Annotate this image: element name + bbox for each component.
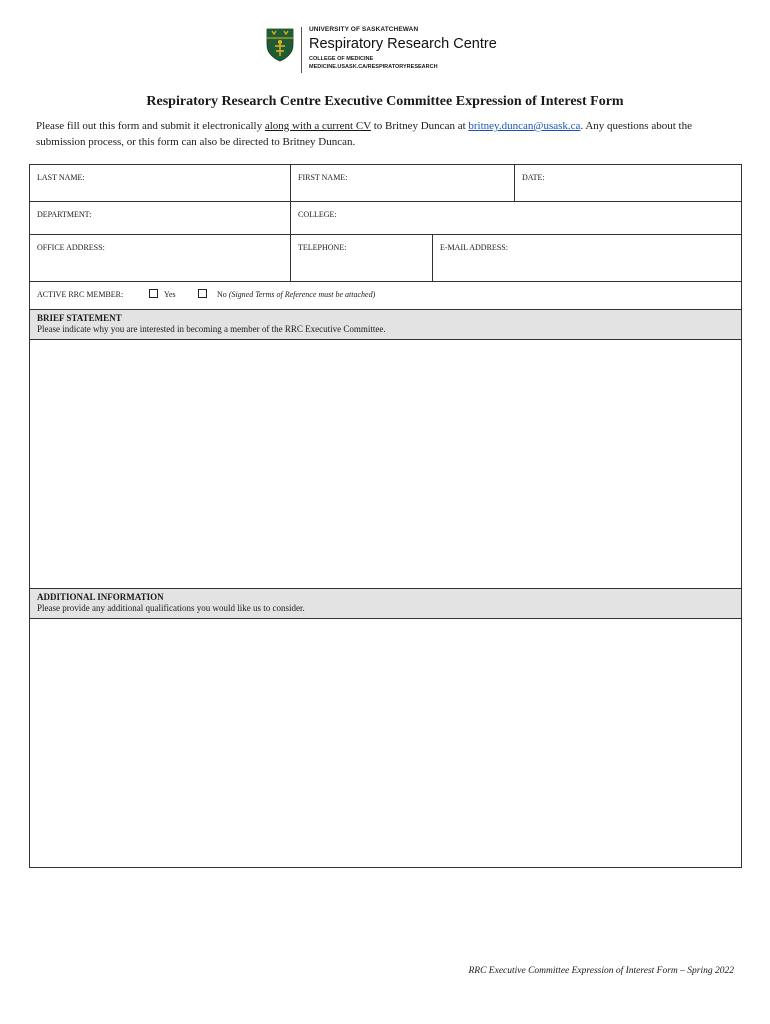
intro-text-3: . Any questions about the submission process, or this form can also be directed to Britney Duncan. — [36, 120, 692, 148]
additional-info-title: ADDITIONAL INFORMATION — [37, 592, 164, 602]
letterhead-divider — [301, 27, 302, 73]
office-address-field[interactable] — [29, 234, 291, 282]
no-option-label — [217, 290, 375, 299]
additional-info-header — [29, 588, 742, 619]
university-name: UNIVERSITY OF SASKATCHEWAN — [309, 26, 419, 33]
brief-statement-instructions: Please indicate why you are interested in becoming a member of the RRC Executive Committee. — [37, 324, 386, 334]
centre-url: MEDICINE.USASK.CA/RESPIRATORYRESEARCH — [309, 64, 438, 70]
brief-statement-header — [29, 309, 742, 340]
intro-text-1: Please fill out this form and submit it electronically — [36, 120, 265, 132]
usask-crest-icon — [265, 27, 295, 63]
department-label: DEPARTMENT: — [37, 210, 92, 219]
yes-option-label: Yes — [164, 290, 176, 299]
brief-statement-textarea[interactable] — [29, 339, 742, 589]
form-title: Respiratory Research Centre Executive Committee Expression of Interest Form — [146, 94, 624, 109]
yes-checkbox[interactable] — [149, 289, 158, 298]
no-text: No — [217, 290, 227, 299]
first-name-label: FIRST NAME: — [298, 173, 348, 182]
first-name-field[interactable] — [290, 164, 515, 202]
telephone-field[interactable] — [290, 234, 433, 282]
page-footer: RRC Executive Committee Expression of Interest Form – Spring 2022 — [468, 966, 734, 976]
telephone-label: TELEPHONE: — [298, 243, 347, 252]
email-address-label: E-MAIL ADDRESS: — [440, 243, 508, 252]
no-checkbox[interactable] — [198, 289, 207, 298]
date-label: DATE: — [522, 173, 545, 182]
last-name-label: LAST NAME: — [37, 173, 85, 182]
additional-info-instructions: Please provide any additional qualifications you would like us to consider. — [37, 603, 305, 613]
active-member-label: ACTIVE RRC MEMBER: — [37, 290, 124, 299]
intro-paragraph — [36, 118, 736, 150]
intro-text-2: to Britney Duncan at — [370, 120, 469, 132]
college-field[interactable] — [290, 201, 742, 235]
last-name-field[interactable] — [29, 164, 291, 202]
contact-email-link[interactable]: britney.duncan@usask.ca — [468, 120, 581, 132]
letterhead — [265, 25, 525, 75]
centre-name: Respiratory Research Centre — [309, 36, 497, 52]
date-field[interactable] — [514, 164, 742, 202]
email-address-field[interactable] — [432, 234, 742, 282]
college-name: COLLEGE OF MEDICINE — [309, 56, 374, 62]
department-field[interactable] — [29, 201, 291, 235]
office-address-label: OFFICE ADDRESS: — [37, 243, 105, 252]
additional-info-textarea[interactable] — [29, 618, 742, 868]
intro-cv-requirement: along with a current CV — [264, 120, 371, 132]
terms-note: (Signed Terms of Reference must be attached) — [228, 290, 376, 299]
college-label: COLLEGE: — [298, 210, 337, 219]
active-member-row — [29, 281, 742, 310]
brief-statement-title: BRIEF STATEMENT — [37, 313, 122, 323]
